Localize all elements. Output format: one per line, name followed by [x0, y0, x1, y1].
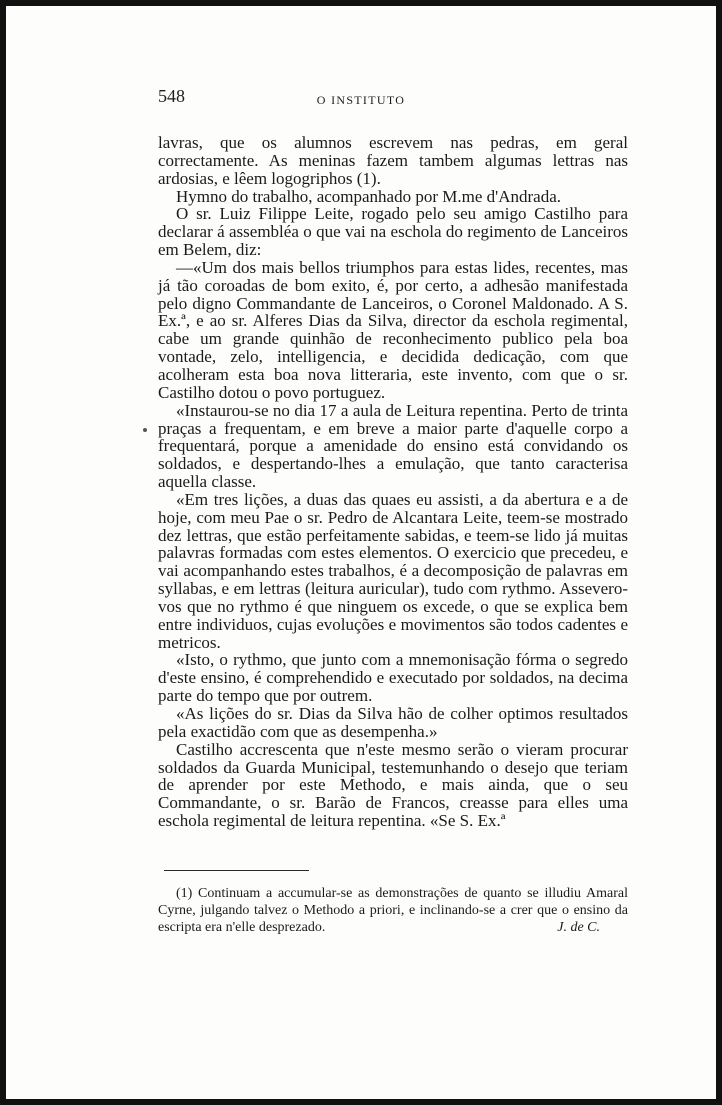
- paragraph-3: O sr. Luiz Filippe Leite, rogado pelo seu amigo Castilho para declarar á assembléa o que vai na eschola do regimento de Lanceiros em Belem, diz:: [158, 204, 628, 260]
- paragraph-1: lavras, que os alumnos escrevem nas pedras, em geral correctamente. As meninas fazem tambem algumas lettras nas ardosias, e lêem logogriphos (1).: [158, 133, 628, 188]
- footnote-text: (1) Continuam a accumular-se as demonstrações de quanto se illudiu Amaral Cyrne, julgando talvez o Methodo a priori, e inclinando-se a crer que o ensino da escripta era n'elle desprezado.: [158, 886, 628, 935]
- paragraph-2: Hymno do trabalho, acompanhado por M.me d'Andrada.: [176, 186, 561, 206]
- page-number: 548: [158, 86, 185, 106]
- footnote: [158, 885, 628, 936]
- footnote-signature: J. de C.: [557, 920, 600, 935]
- footnote-divider: [164, 870, 309, 871]
- book-page: [6, 6, 716, 1099]
- paragraph-4: —«Um dos mais bellos triumphos para estas lides, recentes, mas já tão coroadas de bom exito, é, por certo, a adhesão manifestada pelo digno Commandante de Lanceiros, o Coronel Maldonado. A S. Ex.ª, e ao sr. Alferes Dias da Silva, director da eschola regimental, cabe um grande quinhão de reconhecimento publico pela boa vontade, zelo, intelligencia, e decidida dedicação, com que acolheram esta boa nova litteraria, este invento, com que o sr. Castilho dotou o povo portuguez.: [158, 257, 628, 402]
- paragraph-9: Castilho accrescenta que n'este mesmo serão o vieram procurar soldados da Guarda Municipal, testemunhando o desejo que teriam de aprender por este Methodo, e mais ainda, que o seu Commandante, o sr. Barão de Francos, creasse para elles uma eschola regimental de leitura repentina. «Se S. Ex.ª: [158, 739, 628, 831]
- paragraph-6: «Em tres lições, a duas das quaes eu assisti, a da abertura e a de hoje, com meu Pae o sr. Pedro de Alcantara Leite, teem-se mostrado dez lettras, que estão perfeitamente sabidas, e teem-se lido já muitas palavras formadas com estes elementos. O exercicio que precedeu, e vai acompanhando estes trabalhos, é a decomposição de palavras em syllabas, e em lettras (leitura auricular), tudo com rythmo. Assevero-vos que no rythmo é que ninguem os excede, o que se explica bem entre individuos, cujas evoluções e movimentos são todos cadentes e metricos.: [158, 489, 628, 652]
- paragraph-8: «As lições do sr. Dias da Silva hão de colher optimos resultados pela exactidão com que as desempenha.»: [158, 704, 628, 741]
- running-title: O INSTITUTO: [316, 93, 406, 107]
- body-text: [158, 134, 628, 830]
- paragraph-7: «Isto, o rythmo, que junto com a mnemonisação fórma o segredo d'este ensino, é comprehendido e executado por soldados, na decima parte do tempo que por outrem.: [158, 650, 628, 706]
- paragraph-5: «Instaurou-se no dia 17 a aula de Leitura repentina. Perto de trinta praças a frequentam, e em breve a maior parte d'aquelle corpo a frequentará, porque a amenidade do ensino está convidando os soldados, e despertando-lhes a emulação, que tanto caracterisa aquella classe.: [158, 400, 628, 492]
- margin-mark: [143, 428, 147, 432]
